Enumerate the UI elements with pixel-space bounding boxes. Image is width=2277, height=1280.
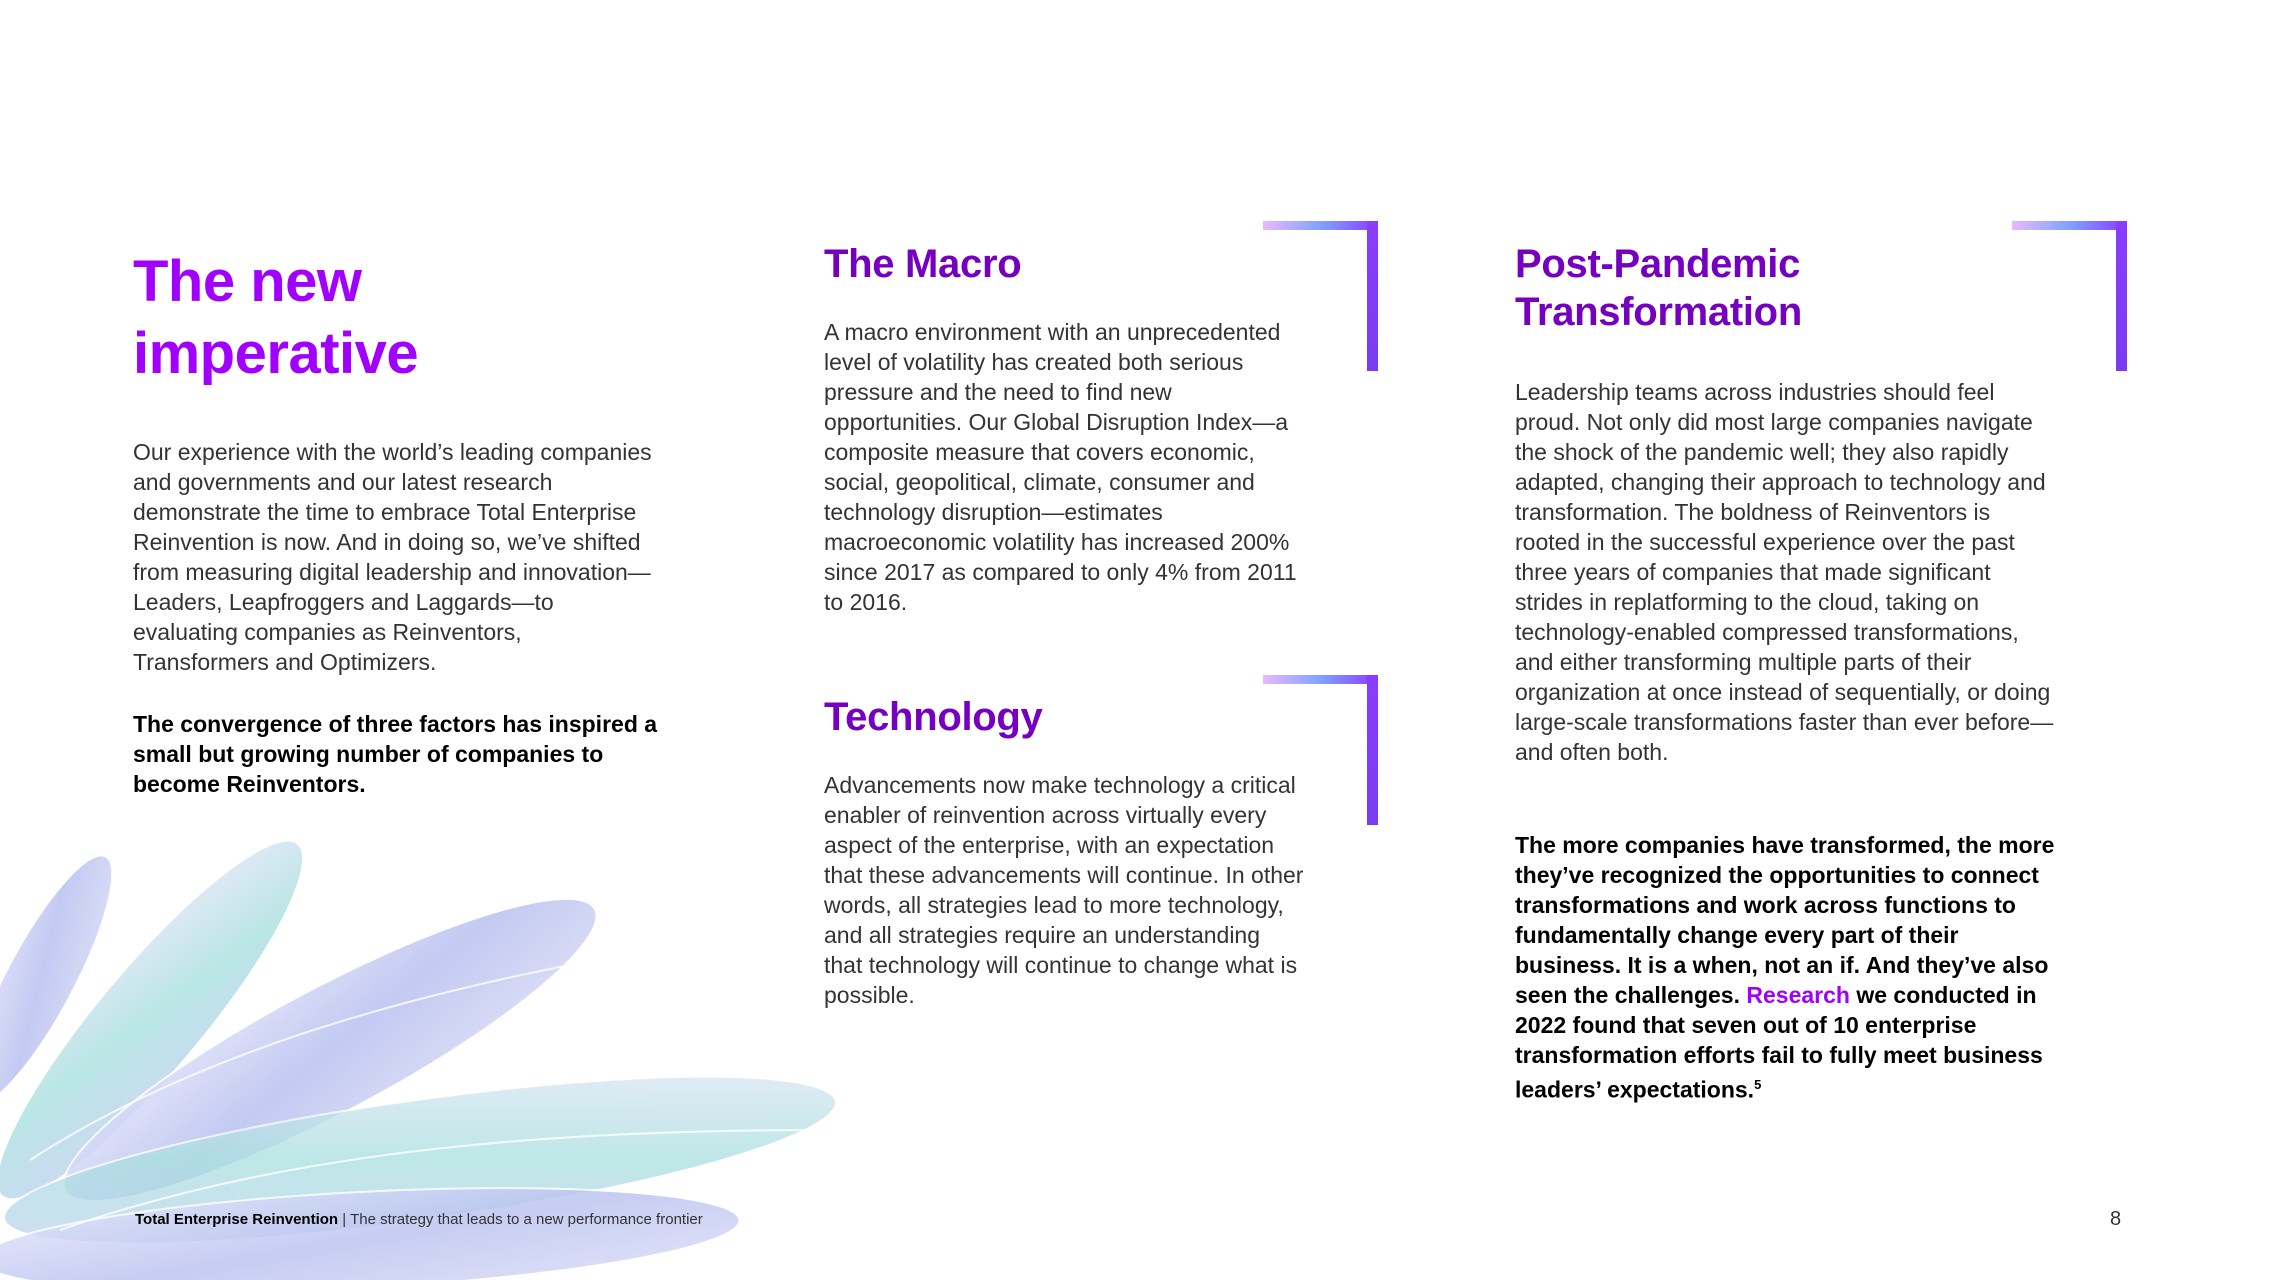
- intro-callout: The convergence of three factors has inspired a small but growing number of companies to become Reinventors.: [133, 711, 658, 797]
- footer: [135, 1211, 703, 1228]
- footnote-marker: 5: [1754, 1077, 1762, 1092]
- macro-heading: The Macro: [824, 242, 1022, 286]
- intro-paragraph: Our experience with the world’s leading companies and governments and our latest research demonstrate the time to embrace Total Enterprise Reinvention is now. And in doing so, we’ve shifted from measuring digital leadership and innovation—Leaders, Leapfroggers and Laggards—to evaluating companies as Reinventors, Transformers and Optimizers.: [133, 439, 652, 675]
- macro-paragraph: A macro environment with an unprecedented level of volatility has created both serious pressure and the need to find new opportunities. Our Global Disruption Index—a composite measure that covers economic, social, geopolitical, climate, consumer and technology disruption—estimates macroeconomic volatility has increased 200% since 2017 as compared to only 4% from 2011 to 2016.: [824, 319, 1297, 615]
- page-title: The new imperative: [133, 249, 419, 386]
- postpandemic-corner-bracket-icon: [2012, 221, 2127, 371]
- footer-separator: |: [338, 1211, 351, 1228]
- macro-corner-bracket-icon: [1263, 221, 1378, 371]
- technology-heading: Technology: [824, 695, 1043, 739]
- research-link[interactable]: Research: [1746, 982, 1850, 1008]
- technology-corner-bracket-icon: [1263, 675, 1378, 825]
- postpandemic-callout: [1515, 830, 2060, 1105]
- page-number: 8: [2110, 1208, 2122, 1230]
- technology-paragraph: Advancements now make technology a critical enabler of reinvention across virtually every aspect of the enterprise, with an expectation that these advancements will continue. In other words, all strategies lead to more technology, and all strategies require an understanding that technology will continue to change what is possible.: [824, 772, 1304, 1008]
- postpandemic-heading: Post-Pandemic Transformation: [1515, 242, 1802, 334]
- callout-text: The more companies have transformed, the more they’ve recognized the opportunities to connect transformations and work across functions to fundamentally change every part of their business. It is a when, not an if. And they’ve also seen the challenges.: [1515, 832, 2055, 1008]
- callout-text-end: we conducted in 2022 found that seven out of 10 enterprise transformation efforts fail to fully meet business leaders’ expectations.: [1515, 982, 2043, 1103]
- footer-brand: Total Enterprise Reinvention: [135, 1211, 339, 1228]
- postpandemic-paragraph: Leadership teams across industries should feel proud. Not only did most large companies navigate the shock of the pandemic well; they also rapidly adapted, changing their approach to technology and transformation. The boldness of Reinventors is rooted in the successful experience over the past three years of companies that made significant strides in replatforming to the cloud, taking on technology-enabled compressed transformations, and either transforming multiple parts of their organization at once instead of sequentially, or doing large-scale transformations faster than ever before—and often both.: [1515, 379, 2054, 765]
- footer-tagline: The strategy that leads to a new performance frontier: [350, 1211, 703, 1228]
